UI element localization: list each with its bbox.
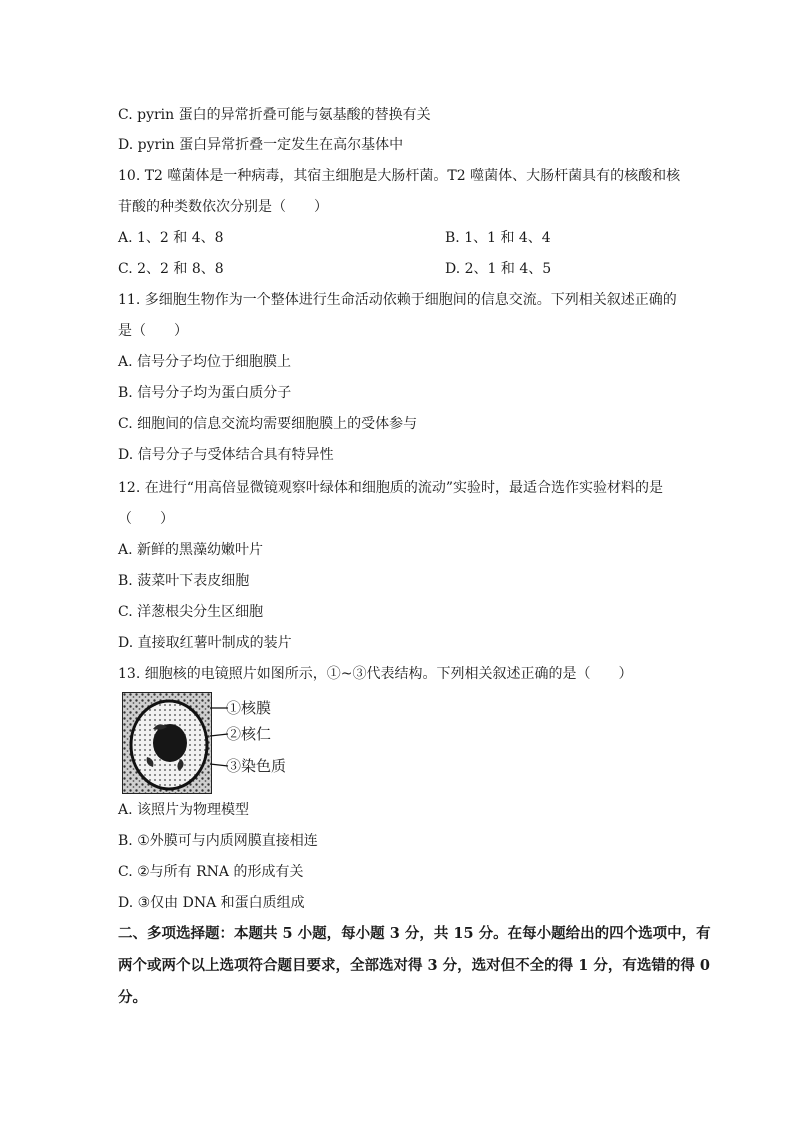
- question-10-stem-cont: 苷酸的种类数依次分别是（ ）: [118, 199, 328, 215]
- label-chromatin: ③染色质: [226, 757, 287, 775]
- option-13b: B. ①外膜可与内质网膜直接相连: [118, 833, 318, 849]
- option-10a: A. 1、2 和 4、8: [118, 230, 224, 246]
- option-11a: A. 信号分子均位于细胞膜上: [118, 354, 292, 370]
- option-9c: C. pyrin 蛋白的异常折叠可能与氨基酸的替换有关: [118, 107, 431, 123]
- question-11-stem: 11. 多细胞生物作为一个整体进行生命活动依赖于细胞间的信息交流。下列相关叙述正确的: [118, 292, 677, 308]
- option-11d: D. 信号分子与受体结合具有特异性: [118, 447, 334, 463]
- option-12b: B. 菠菜叶下表皮细胞: [118, 573, 250, 589]
- question-12-stem: 12. 在进行“用高倍显微镜观察叶绿体和细胞质的流动”实验时，最适合选作实验材料的是: [118, 480, 664, 496]
- option-12d: D. 直接取红薯叶制成的装片: [118, 635, 292, 651]
- option-9d: D. pyrin 蛋白异常折叠一定发生在高尔基体中: [118, 137, 404, 153]
- option-11c: C. 细胞间的信息交流均需要细胞膜上的受体参与: [118, 416, 418, 432]
- option-12c: C. 洋葱根尖分生区细胞: [118, 604, 264, 620]
- label-nucleolus: ②核仁: [226, 725, 272, 743]
- option-11b: B. 信号分子均为蛋白质分子: [118, 385, 292, 401]
- option-10b: B. 1、1 和 4、4: [445, 230, 551, 246]
- label-nuclear-envelope: ①核膜: [226, 699, 272, 717]
- section-2-heading: 二、多项选择题：本题共 5 小题，每小题 3 分，共 15 分。在每小题给出的四个选项中，有: [118, 925, 711, 942]
- option-12a: A. 新鲜的黑藻幼嫩叶片: [118, 542, 264, 558]
- nucleus-micrograph: [122, 692, 212, 794]
- section-2-heading-cont: 两个或两个以上选项符合题目要求，全部选对得 3 分，选对但不全的得 1 分，有选错的得 0: [118, 957, 711, 974]
- question-11-stem-cont: 是（ ）: [118, 323, 188, 339]
- option-13a: A. 该照片为物理模型: [118, 802, 250, 818]
- nucleus-figure: [122, 692, 422, 794]
- question-13-stem: 13. 细胞核的电镜照片如图所示，①~③代表结构。下列相关叙述正确的是（ ）: [118, 666, 633, 682]
- option-10d: D. 2、1 和 4、5: [445, 261, 552, 277]
- question-10-stem: 10. T2 噬菌体是一种病毒，其宿主细胞是大肠杆菌。T2 噬菌体、大肠杆菌具有的核酸和核: [118, 168, 681, 184]
- section-2-heading-end: 分。: [118, 989, 147, 1006]
- option-13d: D. ③仅由 DNA 和蛋白质组成: [118, 895, 305, 911]
- option-13c: C. ②与所有 RNA 的形成有关: [118, 864, 304, 880]
- question-12-stem-cont: （ ）: [118, 511, 174, 527]
- option-10c: C. 2、2 和 8、8: [118, 261, 224, 277]
